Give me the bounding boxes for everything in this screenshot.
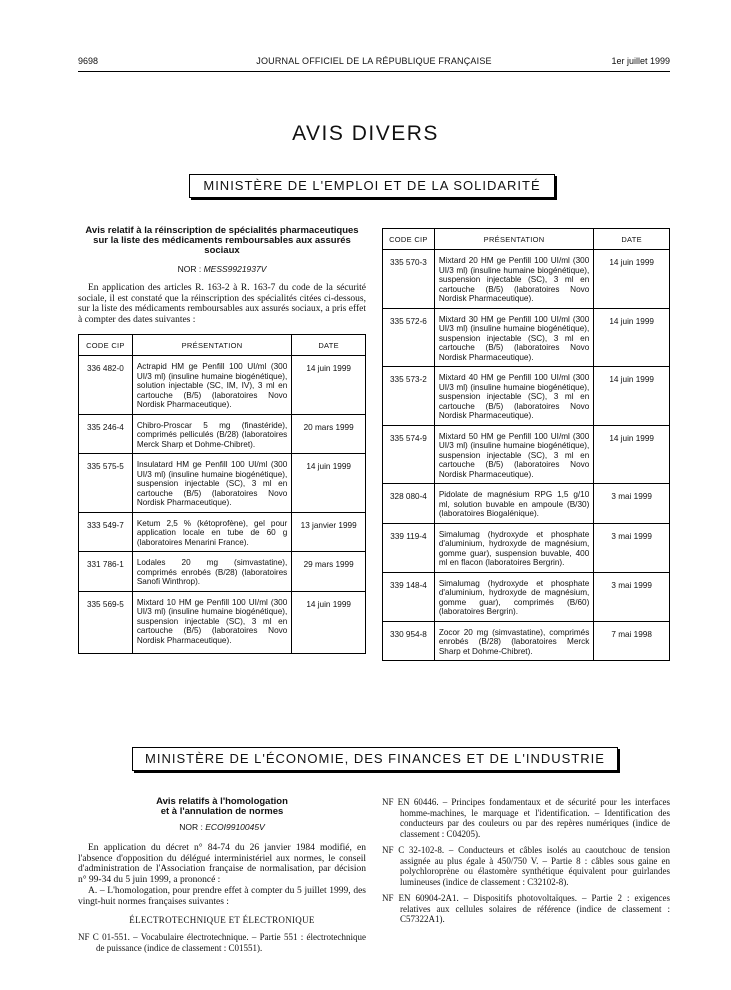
header-rule bbox=[78, 71, 670, 72]
page-title: AVIS DIVERS bbox=[292, 122, 439, 145]
presentation-cell: Chibro-Proscar 5 mg (finastéride), comprimés pelliculés (B/28) (laboratoires Merck Sharp et Dohme-Chibret). bbox=[132, 414, 291, 454]
code-cell: 336 482-0 bbox=[79, 356, 133, 415]
avis-title-normes-line1: Avis relatifs à l'homologation bbox=[156, 796, 288, 807]
norm-item bbox=[382, 893, 670, 925]
journal-title: JOURNAL OFFICIEL DE LA RÉPUBLIQUE FRANÇAISE bbox=[256, 56, 492, 66]
presentation-cell: Simalumag (hydroxyde et phosphate d'aluminium, hydroxyde de magnésium, gomme guar), suspension buvable, 400 ml en flacon (laboratoires Bergrin). bbox=[434, 523, 593, 572]
code-cell: 333 549-7 bbox=[79, 512, 133, 552]
table-row bbox=[383, 621, 670, 661]
intro-paragraph-2: En application du décret n° 84-74 du 26 janvier 1984 modifié, en l'absence d'opposition du délégué interministériel aux normes, le conseil d'administration de l'Association française de normalisation, par décision n° 99-34 du 5 juin 1999, a prononcé : bbox=[78, 843, 366, 885]
table-row bbox=[79, 591, 366, 649]
nor-reference-1 bbox=[78, 264, 366, 274]
date-cell: 13 janvier 1999 bbox=[292, 512, 366, 552]
presentation-cell: Mixtard 30 HM ge Penfill 100 UI/ml (300 UI/3 ml) (insuline humaine biogénétique), suspension injectable (SC), 3 ml en cartouche (B/5) (laboratoires Novo Nordisk Pharmaceutique). bbox=[434, 308, 593, 367]
nor-value: ECOI9910045V bbox=[205, 822, 265, 832]
date-cell: 29 mars 1999 bbox=[292, 552, 366, 592]
presentation-cell: Mixtard 50 HM ge Penfill 100 UI/ml (300 UI/3 ml) (insuline humaine biogénétique), suspension injectable (SC), 3 ml en cartouche (B/5) (laboratoires Novo Nordisk Pharmaceutique). bbox=[434, 425, 593, 484]
ministry-heading-economie: MINISTÈRE DE L'ÉCONOMIE, DES FINANCES ET DE L'INDUSTRIE bbox=[132, 747, 618, 771]
nor-label: NOR : bbox=[177, 264, 202, 274]
code-cell: 335 570-3 bbox=[383, 250, 435, 309]
code-cell: 339 148-4 bbox=[383, 572, 435, 621]
table-row bbox=[383, 308, 670, 367]
table-row bbox=[79, 356, 366, 415]
norm-code: NF EN 60446. bbox=[382, 797, 439, 807]
date-cell: 7 mai 1998 bbox=[594, 621, 670, 661]
point-a-paragraph: A. – L'homologation, pour prendre effet à compter du 5 juillet 1999, des vingt-huit normes françaises suivantes : bbox=[78, 886, 366, 907]
col-header-date: DATE bbox=[594, 229, 670, 250]
norm-text: – Vocabulaire électrotechnique. – Partie 551 : électrotechnique de puissance (indice de classement : C01551). bbox=[96, 932, 366, 953]
spacer-cell bbox=[292, 649, 366, 654]
norm-item bbox=[78, 932, 366, 953]
date-cell: 14 juin 1999 bbox=[292, 356, 366, 415]
issue-date: 1er juillet 1999 bbox=[611, 56, 670, 66]
avis-title-normes-line2: et à l'annulation de normes bbox=[160, 806, 284, 817]
table-row bbox=[79, 414, 366, 454]
norm-code: NF EN 60904-2A1. bbox=[382, 893, 459, 903]
table-row bbox=[383, 484, 670, 524]
medicaments-table-left bbox=[78, 334, 366, 654]
table-row bbox=[79, 454, 366, 513]
norm-item bbox=[382, 845, 670, 887]
code-cell: 330 954-8 bbox=[383, 621, 435, 661]
date-cell: 14 juin 1999 bbox=[292, 591, 366, 649]
code-cell: 335 574-9 bbox=[383, 425, 435, 484]
presentation-cell: Lodales 20 mg (simvastatine), comprimés enrobés (B/28) (laboratoires Sanofi Winthrop). bbox=[132, 552, 291, 592]
table-row bbox=[79, 552, 366, 592]
code-cell: 339 119-4 bbox=[383, 523, 435, 572]
col-header-presentation: PRÉSENTATION bbox=[434, 229, 593, 250]
nor-reference-2 bbox=[78, 822, 366, 832]
ministry-heading-emploi: MINISTÈRE DE L'EMPLOI ET DE LA SOLIDARITÉ bbox=[189, 174, 555, 198]
norm-text: – Dispositifs photovoltaïques. – Partie 2 : exigences relatives aux cellules solaires de référence (indice de classement : C57322A1). bbox=[400, 893, 671, 924]
presentation-cell: Mixtard 40 HM ge Penfill 100 UI/ml (300 UI/3 ml) (insuline humaine biogénétique), suspension injectable (SC), 3 ml en cartouche (B/5) (laboratoires Novo Nordisk Pharmaceutique). bbox=[434, 367, 593, 426]
code-cell: 335 573-2 bbox=[383, 367, 435, 426]
table-row bbox=[383, 572, 670, 621]
intro-paragraph-1: En application des articles R. 163-2 à R. 163-7 du code de la sécurité sociale, il est constaté que la réinscription des spécialités citées ci-dessous, sur la liste des médicaments remboursables aux assurés sociaux, a pris effet à compter des dates suivantes : bbox=[78, 283, 366, 325]
table-row-spacer bbox=[79, 649, 366, 654]
presentation-cell: Actrapid HM ge Penfill 100 UI/ml (300 UI/3 ml) (insuline humaine biogénétique), solution injectable (SC, IM, IV), 3 ml en cartouche (B/5) (laboratoires Novo Nordisk Pharmaceutique). bbox=[132, 356, 291, 415]
presentation-cell: Mixtard 10 HM ge Penfill 100 UI/ml (300 UI/3 ml) (insuline humaine biogénétique), suspension injectable (SC), 3 ml en cartouche (B/5) (laboratoires Novo Nordisk Pharmaceutique). bbox=[132, 591, 291, 649]
table-row bbox=[383, 425, 670, 484]
subheading-electrotechnique: ÉLECTROTECHNIQUE ET ÉLECTRONIQUE bbox=[129, 915, 315, 925]
date-cell: 3 mai 1999 bbox=[594, 484, 670, 524]
running-header bbox=[78, 56, 670, 70]
code-cell: 335 569-5 bbox=[79, 591, 133, 649]
norm-code: NF C 32-102-8. bbox=[382, 845, 445, 855]
presentation-cell: Pidolate de magnésium RPG 1,5 g/10 ml, solution buvable en ampoule (B/30) (laboratoires Biogalénique). bbox=[434, 484, 593, 524]
date-cell: 3 mai 1999 bbox=[594, 572, 670, 621]
col-header-code: CODE CIP bbox=[383, 229, 435, 250]
date-cell: 14 juin 1999 bbox=[594, 308, 670, 367]
norm-item bbox=[382, 797, 670, 839]
presentation-cell: Simalumag (hydroxyde et phosphate d'aluminium, hydroxyde de magnésium, gomme guar), comprimés (B/60) (laboratoires Bergrin). bbox=[434, 572, 593, 621]
col-header-code: CODE CIP bbox=[79, 335, 133, 356]
presentation-cell: Insulatard HM ge Penfill 100 UI/ml (300 UI/3 ml) (insuline humaine biogénétique), suspension injectable (SC), 3 ml en cartouche (B/5) (laboratoires Novo Nordisk Pharmaceutique). bbox=[132, 454, 291, 513]
date-cell: 14 juin 1999 bbox=[594, 425, 670, 484]
code-cell: 328 080-4 bbox=[383, 484, 435, 524]
code-cell: 335 246-4 bbox=[79, 414, 133, 454]
page-number: 9698 bbox=[78, 56, 99, 66]
norms-list-left bbox=[78, 932, 366, 957]
table-row bbox=[383, 523, 670, 572]
table-row bbox=[383, 367, 670, 426]
norm-text: – Principes fondamentaux et de sécurité pour les interfaces homme-machines, le marquage et l'identification. – Identification des conducteurs par des couleurs ou par des repères numériques (indice de classement : C04205). bbox=[400, 797, 671, 839]
presentation-cell: Zocor 20 mg (simvastatine), comprimés enrobés (B/28) (laboratoires Merck Sharp et Dohme-Chibret). bbox=[434, 621, 593, 661]
code-cell: 335 575-5 bbox=[79, 454, 133, 513]
spacer-cell bbox=[132, 649, 291, 654]
table-row bbox=[383, 250, 670, 309]
norms-list-right bbox=[382, 797, 670, 931]
spacer-cell bbox=[79, 649, 133, 654]
avis-title-medicaments: Avis relatif à la réinscription de spécialités pharmaceutiques sur la liste des médicaments remboursables aux assurés sociaux bbox=[85, 225, 359, 256]
norm-code: NF C 01-551. bbox=[78, 932, 130, 942]
col-header-presentation: PRÉSENTATION bbox=[132, 335, 291, 356]
date-cell: 14 juin 1999 bbox=[594, 250, 670, 309]
date-cell: 20 mars 1999 bbox=[292, 414, 366, 454]
date-cell: 14 juin 1999 bbox=[594, 367, 670, 426]
date-cell: 14 juin 1999 bbox=[292, 454, 366, 513]
presentation-cell: Ketum 2,5 % (kétoprofène), gel pour application locale en tube de 60 g (laboratoires Menarini France). bbox=[132, 512, 291, 552]
presentation-cell: Mixtard 20 HM ge Penfill 100 UI/ml (300 UI/3 ml) (insuline humaine biogénétique), suspension injectable (SC), 3 ml en cartouche (B/5) (laboratoires Novo Nordisk Pharmaceutique). bbox=[434, 250, 593, 309]
norm-text: – Conducteurs et câbles isolés au caoutchouc de tension assignée au plus égale à 450/750 V. – Partie 8 : câbles sous gaine en polychloroprène ou élastomère synthétique équivalent pour guirlandes lumineuses (indice de classement : C32102-8). bbox=[400, 845, 670, 887]
code-cell: 335 572-6 bbox=[383, 308, 435, 367]
medicaments-table-right bbox=[382, 228, 670, 661]
nor-label: NOR : bbox=[179, 822, 203, 832]
nor-value: MESS9921937V bbox=[203, 264, 267, 274]
table-row bbox=[79, 512, 366, 552]
code-cell: 331 786-1 bbox=[79, 552, 133, 592]
col-header-date: DATE bbox=[292, 335, 366, 356]
date-cell: 3 mai 1999 bbox=[594, 523, 670, 572]
